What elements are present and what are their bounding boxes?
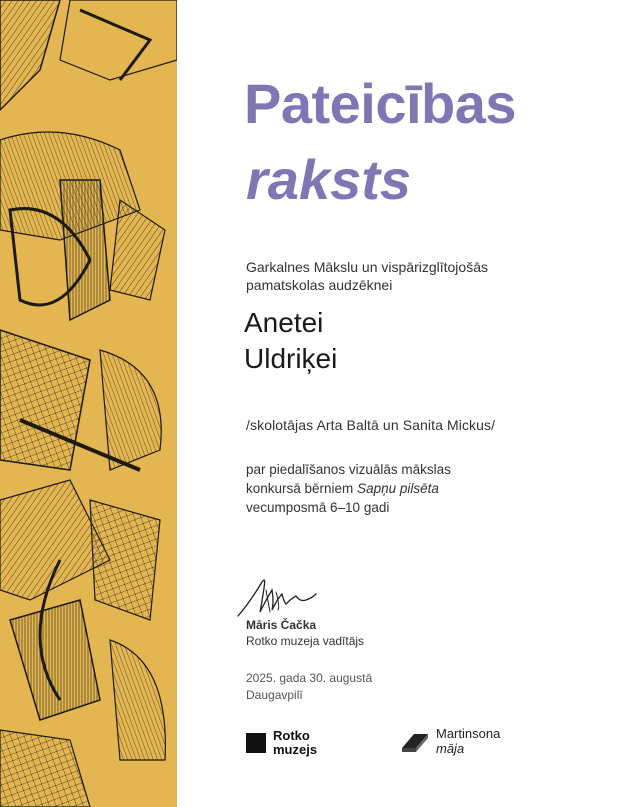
reason-text: [246, 460, 451, 517]
martinsona-logo-line2: māja: [436, 741, 465, 756]
date-place-block: [246, 670, 372, 704]
certificate-title-line2: raksts: [246, 148, 412, 211]
rotko-logo-line2: muzejs: [273, 742, 318, 757]
school-name: [246, 258, 576, 294]
signer-name: Māris Čačka: [246, 618, 317, 632]
teachers-line: /skolotājas Arta Baltā un Sanita Mickus/: [246, 417, 496, 433]
competition-name: Sapņu pilsēta: [357, 481, 439, 496]
reason-line2-prefix: konkursā bērniem: [246, 481, 358, 496]
martinsona-logo-line1: Martinsona: [436, 726, 501, 741]
recipient-last-name: Uldriķei: [244, 343, 338, 374]
martinsona-logo-text: [436, 726, 500, 756]
reason-line3: vecumposmā 6–10 gadi: [246, 500, 390, 515]
handwritten-signature: [236, 572, 320, 620]
school-line2: pamatskolas audzēknei: [246, 277, 393, 293]
rotko-square-icon: [246, 733, 266, 753]
issue-date: 2025. gada 30. augustā: [246, 671, 373, 685]
rotko-museum-logo: [246, 729, 317, 757]
rotko-logo-line1: Rotko: [273, 728, 310, 743]
open-book-icon: [400, 728, 430, 754]
reason-line2: [246, 479, 451, 498]
rotko-logo-text: [273, 729, 317, 757]
martinsona-house-logo: [400, 726, 500, 756]
reason-line1: par piedalīšanos vizuālās mākslas: [246, 462, 451, 477]
signer-role: Rotko muzeja vadītājs: [246, 634, 365, 648]
signer-block: [246, 617, 364, 649]
recipient-name: [244, 305, 337, 377]
certificate-title-line1: Pateicības: [244, 72, 517, 135]
recipient-first-name: Anetei: [244, 307, 324, 338]
issue-place: Daugavpilī: [246, 688, 303, 702]
school-line1: Garkalnes Mākslu un vispārizglītojošās: [246, 259, 488, 275]
